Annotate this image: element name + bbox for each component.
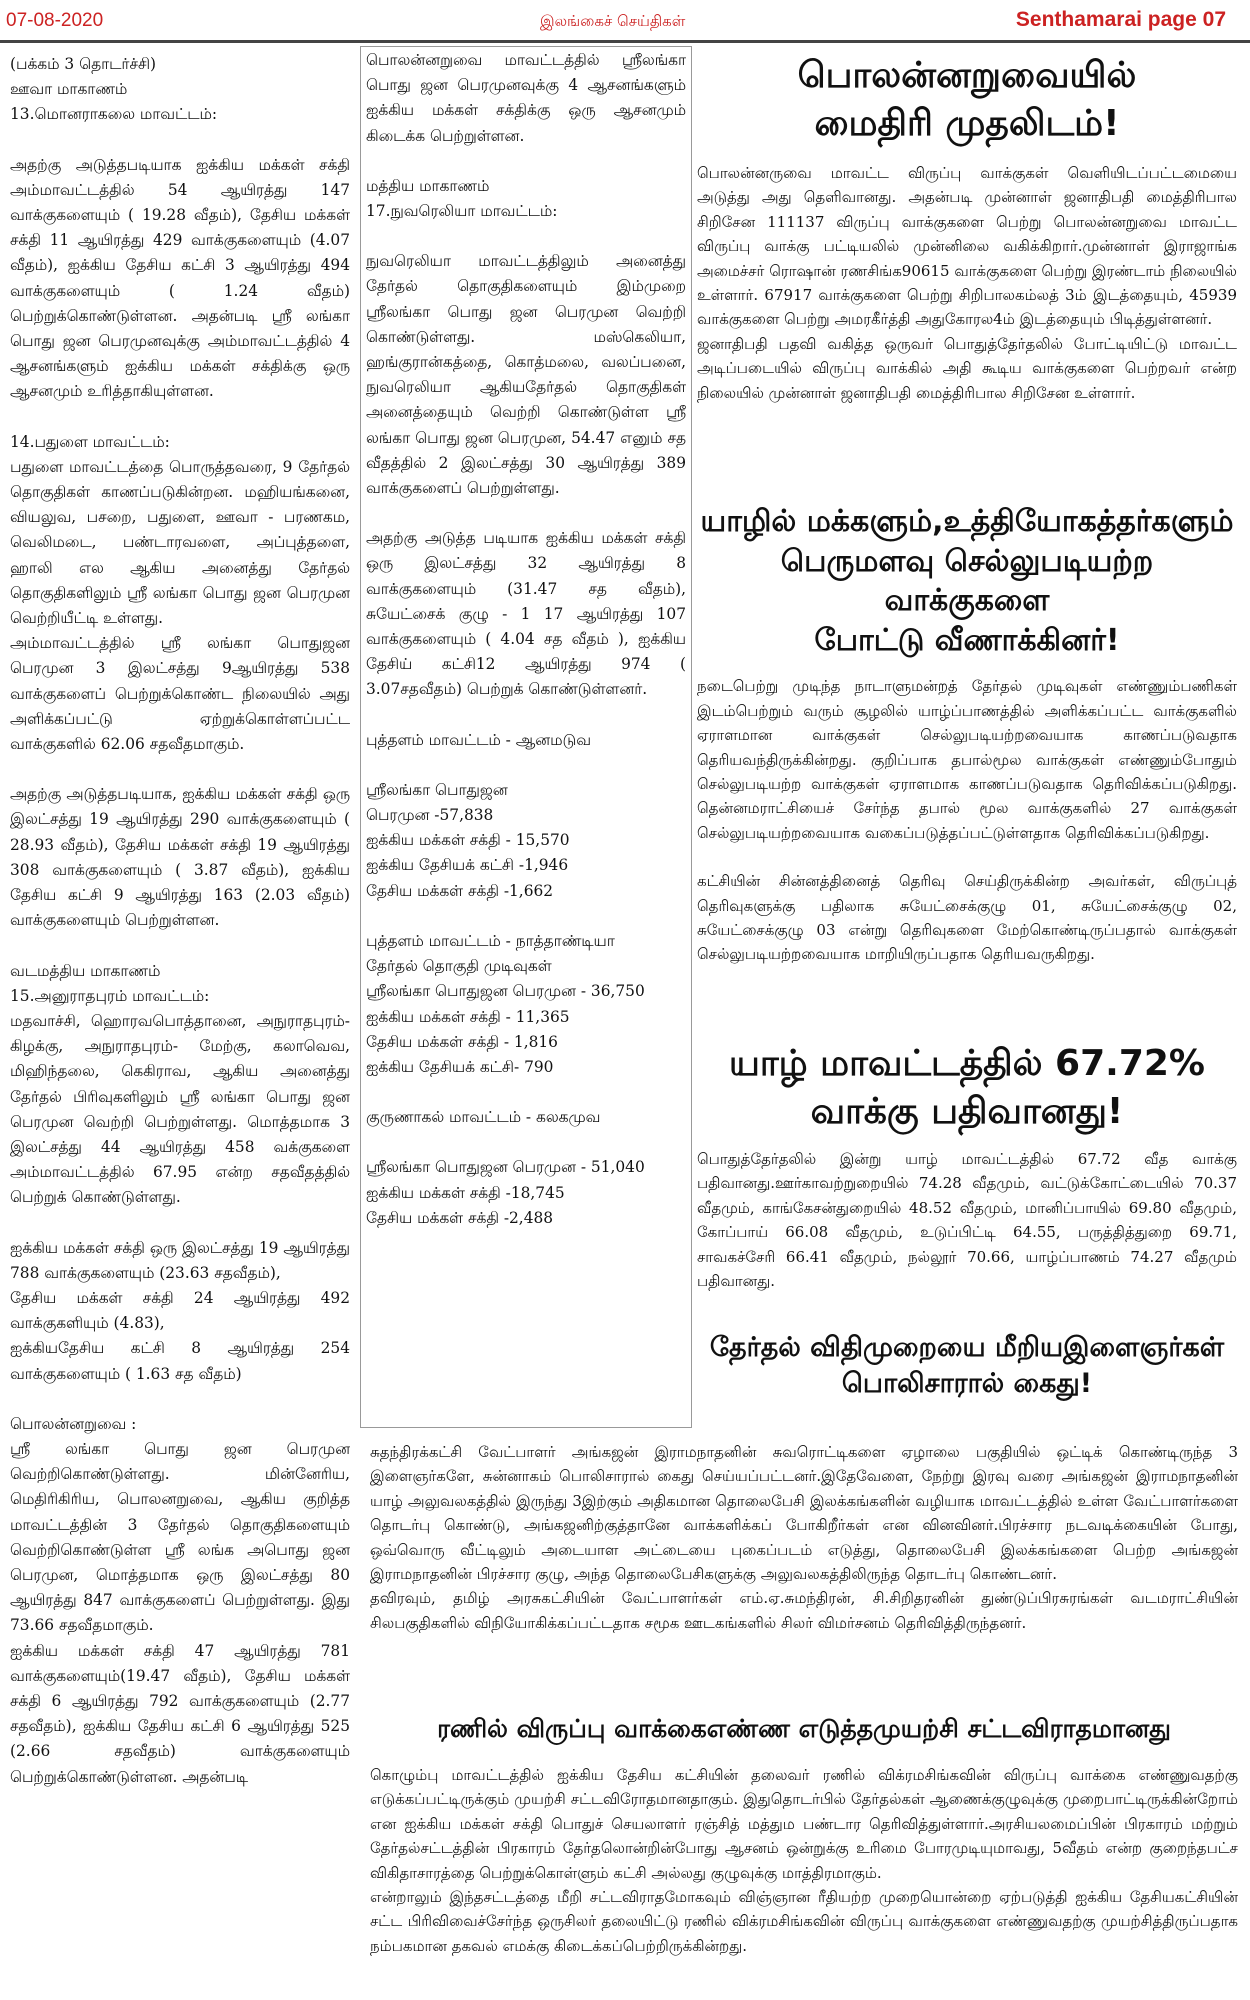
paragraph: மத்திய மாகாணம் 17.நுவரெலியா மாவட்டம்: bbox=[366, 176, 558, 221]
paragraph: பொலன்னருவை மாவட்ட விருப்பு வாக்குகள் வெளியிடப்பட்டமையை அடுத்து அது தெளிவானது. அதன்படி முன்னாள் ஜனாதிபதி மைத்திரிபால சிறிசேன 111137 விருப்பு வாக்குகளை பெற்று பொலன்னறுவை மாவட்ட விருப்பு வாக்கு பட்டியலில் முன்னிலை வகிக்கிறார்.முன்னாள் இராஜாங்க அமைச்சர் ரொஷான் ரணசிங்க90615 வாக்குகளை பெற்று இரண்டாம் நிலையில் உள்ளார். 67917 வாக்குகளை பெற்று சிறிபாலகம்லத் 3ம் இடத்தையும், 45939 வாக்குகளை பெற்று அமரகீர்த்தி அதுகோரல4ம் இடத்தையும் பிடித்துள்ளனர். ஜனாதிபதி பதவி வகித்த ஒருவர் பொதுத்தேர்தலில் போட்டியிட்டு மாவட்ட அடிப்படையில் விருப்பு வாக்கில் அதி கூடிய வாக்குகளை பெற்றவர் என்ற நிலையில் முன்னாள் ஜனாதிபதி மைத்திரிபால சிறிசேன உள்ளார். bbox=[697, 164, 1237, 402]
story-jaffna-invalid-votes bbox=[697, 502, 1237, 991]
header-rule bbox=[0, 40, 1250, 43]
headline: மைதிரி முதலிடம்! bbox=[814, 102, 1120, 144]
issue-date: 07-08-2020 bbox=[6, 10, 104, 31]
story-arrest-headline bbox=[697, 1330, 1237, 1401]
story-arrest-body bbox=[370, 1440, 1238, 1635]
paragraph: ஐக்கிய மக்கள் சக்தி ஒரு இலட்சத்து 19 ஆயிரத்து 788 வாக்குகளையும் (23.63 சதவீதம்), தேசிய மக்கள் சக்தி 24 ஆயிரத்து 492 வாக்குகளியும் (4.83), ஐக்கியதேசிய கட்சி 8 ஆயிரத்து 254 வாக்குகளையும் ( 1.63 சத வீதம்) bbox=[10, 1238, 350, 1383]
paragraph: அதற்கு அடுத்த படியாக ஐக்கிய மக்கள் சக்தி ஒரு இலட்சத்து 32 ஆயிரத்து 8 வாக்குகளையும் (31.47 சத வீதம்), சுயேட்சைக் குழு - 1 17 ஆயிரத்து 107 வாக்குகளையும் ( 4.04 சத வீதம் ), ஐக்கிய தேசிய் கட்சி12 ஆயிரத்து 974 ( 3.07சதவீதம்) பெற்றுக் கொண்டுள்ளனர். bbox=[366, 529, 686, 699]
headline: பெருமளவு செல்லுபடியற்ற வாக்குகளை bbox=[780, 543, 1154, 619]
headline: யாழ் மாவட்டத்தில் 67.72% bbox=[728, 1043, 1205, 1084]
page-header bbox=[0, 0, 1250, 44]
paragraph: ஸ்ரீலங்கா பொதுஜன பெரமுன -57,838 ஐக்கிய மக்கள் சக்தி - 15,570 ஐக்கிய தேசியக் கட்சி -1,946 தேசிய மக்கள் சக்தி -1,662 bbox=[366, 780, 570, 900]
story-ranil-preference bbox=[370, 1712, 1238, 1958]
paragraph: கொழும்பு மாவட்டத்தில் ஐக்கிய தேசிய கட்சியின் தலைவர் ரணில் விக்ரமசிங்கவின் விருப்பு வாக்கை எண்ணுவதற்கு எடுக்கப்பட்டிருக்கும் முயற்சி சட்டவிரோதமானதாகும். இதுதொடர்பில் தேர்தல்கள் ஆணைக்குழுவுக்கு முறைபாட்டிருக்கின்றோம் என ஐக்கிய மக்கள் சக்தி பொதுச் செயலாளர் ரஞ்சித் மத்தும பண்டார தெரிவித்துள்ளார்.அரசியலமைப்பின் பிரகாரம் மற்றும் தேர்தல்சட்டத்தின் பிரகாரம் தேர்தலொன்றின்போது ஆசனம் ஒன்றுக்கு உரிமை போரமுடியுமாவது, 5வீதம் என்ற குறைந்தபட்ச விகிதாசாரத்தை பெற்றுக்கொள்ளும் கட்சி அல்லது குழுவுக்கு மாத்திரமாகும். என்றாலும் இந்தசட்டத்தை மீறி சட்டவிராதமோகவும் விஞ்ஞான ரீதியற்ற முறையொன்றை ஏற்படுத்தி ஐக்கிய தேசியகட்சியின் சட்ட பிரிவிவைச்சேர்ந்த ஒருசிலர் தலையிட்டு ரணில் விக்ரமசிங்கவின் விருப்பு வாக்குகளை எண்ணுவதற்கு முயற்சித்திருப்பதாக நம்பகமான தகவல் எமக்கு கிடைக்கப்பெற்றிருக்கின்றது. bbox=[370, 1766, 1238, 1955]
page-number: Senthamarai page 07 bbox=[1015, 8, 1226, 31]
story-jaffna-turnout bbox=[697, 1040, 1237, 1317]
paragraph: ஸ்ரீலங்கா பொதுஜன பெரமுன - 51,040 ஐக்கிய மக்கள் சக்தி -18,745 தேசிய மக்கள் சக்தி -2,488 bbox=[366, 1158, 645, 1227]
paragraph: சுதந்திரக்கட்சி வேட்பாளர் அங்கஜன் இராமநாதனின் சுவரொட்டிகளை ஏழாலை பகுதியில் ஒட்டிக் கொண்டிருந்த 3 இளைஞர்களே, சுன்னாகம் பொலிசாரால் கைது செய்யப்பட்டனர்.இதேவேளை, நேற்று இரவு வரை அங்கஜன் இராமநாதனின் யாழ் அலுவலகத்தில் இருந்து 3இற்கும் அதிகமான தொலைபேசி இலக்கங்களின் வழியாக மாவட்டத்தில் உள்ள வேட்பாளர்களை தொடர்பு கொண்டு, அங்கஜனிற்குத்தானே வாக்களிக்கப் போகிறீர்கள் என வினவினர்.பிரச்சார நடவடிக்கையின் போது, ஒவ்வொரு வீட்டிலும் அடையாள அட்டையை புகைப்படம் எடுத்து, தொலைபேசி இலக்கங்களை பெற்ற அங்கஜன் இராமநாதனின் பிரச்சார குழு, அந்த தொலைபேசிகளுக்கு அலுவலகத்திலிருந்த தொடர்பு கொண்டனர். தவிரவும், தமிழ் அரசுகட்சியின் வேட்பாளர்கள் எம்.ஏ.சுமந்திரன், சி.சிறிதரனின் துண்டுப்பிரசுரங்கள் வடமராட்சியின் சிலபகுதிகளில் விநியோகிக்கப்பட்டதாக சமூக ஊடகங்களில் சிலர் விமர்சனம் தெரிவித்திருந்தனர். bbox=[370, 1443, 1238, 1632]
middle-column bbox=[366, 48, 686, 1424]
paragraph: 14.பதுளை மாவட்டம்: பதுளை மாவட்டத்தை பொருத்தவரை, 9 தேர்தல் தொகுதிகள் காணப்படுகின்றன. மஹியங்கனை, வியலுவ, பசறை, பதுளை, ஊவா - பரணகம, வெலிமடை, பண்டாரவளை, அப்புத்தளை, ஹாலி எல ஆகிய அனைத்து தேர்தல் தொகுதிகளிலும் ஸ்ரீ லங்கா பொது ஜன பெரமுன வெற்றியீட்டி உள்ளது. அம்மாவட்டத்தில் ஸ்ரீ லங்கா பொதுஜன பெரமுன 3 இலட்சத்து 9ஆயிரத்து 538 வாக்குகளைப் பெற்றுக்கொண்ட நிலையில் அது அளிக்கப்பட்டு ஏற்றுக்கொள்ளப்பட்ட வாக்குகளில் 62.06 சதவீதமாகும். bbox=[10, 432, 350, 754]
paragraph: அதற்கு அடுத்தபடியாக ஐக்கிய மக்கள் சக்தி அம்மாவட்டத்தில் 54 ஆயிரத்து 147 வாக்குகளையும் ( 19.28 வீதம்), தேசிய மக்கள் சக்தி 11 ஆயிரத்து 429 வாக்குகளையும் (4.07 வீதம்), ஐக்கிய தேசிய கட்சி 3 ஆயிரத்து 494 வாக்குகளையும் ( 1.24 வீதம்) பெற்றுக்கொண்டுள்ளன. அதன்படி ஸ்ரீ லங்கா பொது ஜன பெரமுனவுக்கு அம்மாவட்டத்தில் 4 ஆசனங்களும் ஐக்கிய மக்கள் சக்திக்கு ஒரு ஆசனமும் உரித்தாகியுள்ளன. bbox=[10, 155, 350, 401]
paragraph: பொலன்னறுவை மாவட்டத்தில் ஸ்ரீலங்கா பொது ஜன பெரமுனவுக்கு 4 ஆசனங்களும் ஐக்கிய மக்கள் சக்திக்கு ஒரு ஆசனமும் கிடைக்க பெற்றுள்ளன. bbox=[366, 51, 686, 145]
headline: ரணில் விருப்பு வாக்கைஎண்ண எடுத்தமுயற்சி சட்டவிராதமானது bbox=[437, 1714, 1171, 1743]
paragraph: வடமத்திய மாகாணம் 15.அனுராதபுரம் மாவட்டம்: மதவாச்சி, ஹொரவபொத்தானை, அநுராதபுரம்- கிழக்கு, அநுராதபுரம்- மேற்கு, கலாவெவ, மிஹிந்தலை, கெகிராவ, ஆகிய அனைத்து தேர்தல் பிரிவுகளிலும் ஸ்ரீ லங்கா பொது ஜன பெரமுன வெற்றி பெற்றுள்ளது. மொத்தமாக 3 இலட்சத்து 44 ஆயிரத்து 458 வக்குகளை அம்மாவட்டத்தில் 67.95 என்ற சதவீதத்தில் பெற்றுக் கொண்டுள்ளது. bbox=[10, 961, 350, 1207]
paragraph: புத்தளம் மாவட்டம் - நாத்தாண்டியா தேர்தல் தொகுதி முடிவுகள் ஸ்ரீலங்கா பொதுஜன பெரமுன - 36,750 ஐக்கிய மக்கள் சக்தி - 11,365 தேசிய மக்கள் சக்தி - 1,816 ஐக்கிய தேசியக் கட்சி- 790 bbox=[366, 931, 645, 1076]
headline: போட்டு வீணாக்கினர்! bbox=[814, 622, 1120, 658]
paragraph: நுவரெலியா மாவட்டத்திலும் அனைத்து தேர்தல் தொகுதிகளையும் இம்முறை ஸ்ரீலங்கா பொது ஜன பெரமுன வெற்றி கொண்டுள்ளது. மஸ்கெலியா, ஹங்குரான்கத்தை, கொத்மலை, வலப்பனை, நுவரெலியா ஆகியதேர்தல் தொகுதிகள் அனைத்தையும் வெற்றி கொண்டுள்ள ஸ்ரீ லங்கா பொது ஜன பெரமுன, 54.47 எனும் சத வீதத்தில் 2 இலட்சத்து 30 ஆயிரத்து 389 வாக்குகளைப் பெற்றுள்ளது. bbox=[366, 252, 686, 498]
paragraph: குருணாகல் மாவட்டம் - கலகமுவ bbox=[366, 1108, 601, 1127]
paragraph: புத்தளம் மாவட்டம் - ஆனமடுவ bbox=[366, 730, 591, 749]
section-title: இலங்கைச் செய்திகள் bbox=[540, 12, 686, 30]
left-column bbox=[10, 52, 350, 1997]
paragraph: கட்சியின் சின்னத்தினைத் தெரிவு செய்திருக்கின்ற அவர்கள், விருப்புத் தெரிவுகளுக்கு பதிலாக சுயேட்சைக்குழு 01, சுயேட்சைக்குழு 02, சுயேட்சைக்குழு 03 என்று தெரிவுகளை மேற்கொண்டிருப்பதால் வாக்குகள் செல்லுபடியற்றவையாக மாறியிருப்பதாக தெரியவருகிறது. bbox=[697, 872, 1237, 964]
paragraph: பொலன்னறுவை : ஸ்ரீ லங்கா பொது ஜன பெரமுன வெற்றிகொண்டுள்ளது. மின்னேரிய, மெதிரிகிரிய, பொலனறுவை, ஆகிய குறித்த மாவட்டத்தின் 3 தேர்தல் தொகுதிகளையும் வெற்றிகொண்டுள்ள ஸ்ரீ லங்க அபொது ஜன பெரமுன, மொத்தமாக ஒரு இலட்சத்து 80 ஆயிரத்து 847 வாக்குகளைப் பெற்றுள்ளது. இது 73.66 சதவீதமாகும். ஐக்கிய மக்கள் சக்தி 47 ஆயிரத்து 781 வாக்குகளையும்(19.47 வீதம்), தேசிய மக்கள் சக்தி 6 ஆயிரத்து 792 வாக்குகளையும் (2.77 சதவீதம்), ஐக்கிய தேசிய கட்சி 6 ஆயிரத்து 525 (2.66 சதவீதம்) வாக்குகளையும் பெற்றுக்கொண்டுள்ளன. அதன்படி bbox=[10, 1414, 350, 1786]
paragraph: நடைபெற்று முடிந்த நாடாளுமன்றத் தேர்தல் முடிவுகள் எண்ணும்பணிகள் இடம்பெற்றும் வரும் சூழலில் யாழ்ப்பாணத்தில் அளிக்கப்பட்ட வாக்குகளில் ஏராளமான வாக்குகள் செல்லுபடியற்றவையாக காணப்படுவதாக தெரியவந்திருக்கின்றது. குறிப்பாக தபால்மூல வாக்குகள் எண்ணும்போதும் செல்லுபடியற்ற வாக்குகள் ஏராளமாக காணப்படுவதாக தெரிவிக்கப்படுகிறது. தென்னமராட்சியைச் சேர்ந்த தபால் மூல வாக்குகளில் 27 வாக்குகள் செல்லுபடியற்றவையாக வகைப்படுத்தப்பட்டுள்ளதாக தெரிவிக்கப்படுகிறது. bbox=[697, 677, 1237, 842]
paragraph: அதற்கு அடுத்தபடியாக, ஐக்கிய மக்கள் சக்தி ஒரு இலட்சத்து 19 ஆயிரத்து 290 வாக்குகளையும் ( 28.93 வீதம்), தேசிய மக்கள் சக்தி 19 ஆயிரத்து 308 வாக்குகளையும் ( 3.87 வீதம்), ஐக்கிய தேசிய கட்சி 9 ஆயிரத்து 163 (2.03 வீதம்) வாக்குகளையும் பெற்றுள்ளன. bbox=[10, 785, 350, 930]
headline: பொலிசாரால் கைது! bbox=[841, 1367, 1093, 1399]
headline: பொலன்னறுவையில் bbox=[797, 55, 1137, 96]
story-polonnaruwa bbox=[697, 52, 1237, 429]
headline: யாழில் மக்களும்,உத்தியோகத்தர்களும் bbox=[700, 504, 1234, 539]
headline: தேர்தல் விதிமுறையை மீறியஇளைஞர்கள் bbox=[709, 1332, 1225, 1363]
paragraph: பொதுத்தேர்தலில் இன்று யாழ் மாவட்டத்தில் 67.72 வீத வாக்கு பதிவானது.ஊர்காவற்றுறையில் 74.28 வீதமும், வட்டுக்கோட்டையில் 70.37 வீதமும், காங்கேசன்துறையில் 48.52 வீதமும், மானிப்பாயில் 69.80 வீதமும், கோப்பாய் 66.08 வீதமும், உடுப்பிட்டி 64.55, பருத்தித்துறை 69.71, சாவகச்சேரி 66.41 வீதமும், நல்லூர் 70.66, யாழ்ப்பாணம் 74.27 வீதமும் பதிவானது. bbox=[697, 1150, 1237, 1291]
paragraph: (பக்கம் 3 தொடர்ச்சி) ஊவா மாகாணம் 13.மொனராகலை மாவட்டம்: bbox=[10, 55, 218, 124]
headline: வாக்கு பதிவானது! bbox=[810, 1090, 1124, 1132]
